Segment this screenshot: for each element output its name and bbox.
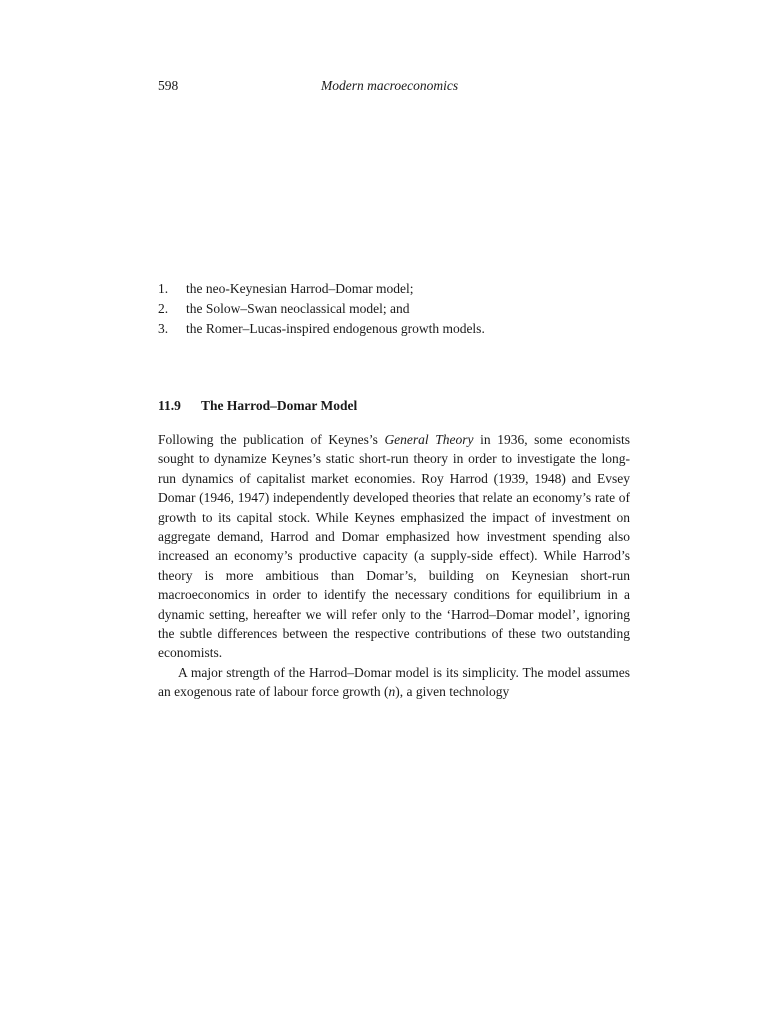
variable-n: n xyxy=(388,684,396,700)
body-text xyxy=(158,430,630,702)
paragraph-1-text-b: in 1936, some economists sought to dynamize Keynes’s static short-run theory in order to investigate the long-run dynamics of capitalist market economies. Roy Harrod (1939, 1948) and Evsey Domar (1946, 1947) independently developed theories that relate an economy’s rate of growth to its capital stock. While Keynes emphasized the impact of investment on aggregate demand, Harrod and Domar emphasized how investment spending also increased an economy’s productive capacity (a supply-side effect). While Harrod’s theory is more ambitious than Domar’s, building on Keynesian short-run macroeconomics in order to identify the necessary conditions for equilibrium in a dynamic setting, hereafter we will refer only to the ‘Harrod–Domar model’, ignoring the subtle differences between the respective contributions of these two outstanding economists. xyxy=(158,432,630,661)
paragraph-2-text-b: ), a given technology xyxy=(395,684,510,700)
paragraph-1 xyxy=(158,430,630,663)
list-item-number: 1. xyxy=(158,281,169,296)
list-item-number: 3. xyxy=(158,321,169,336)
list-item xyxy=(158,299,630,319)
section-heading xyxy=(158,396,630,416)
list-item xyxy=(158,279,630,299)
list-item-text: the Solow–Swan neoclassical model; and xyxy=(186,301,410,316)
paragraph-2 xyxy=(158,663,630,702)
list-item xyxy=(158,319,630,339)
running-title: Modern macroeconomics xyxy=(321,78,459,93)
paragraph-1-text-a: Following the publication of Keynes’s xyxy=(158,432,385,447)
list-item-text: the Romer–Lucas-inspired endogenous growth models. xyxy=(186,321,485,336)
list-item-number: 2. xyxy=(158,301,169,316)
section-number: 11.9 xyxy=(158,398,181,413)
section-title: The Harrod–Domar Model xyxy=(201,398,358,413)
list-item-text: the neo-Keynesian Harrod–Domar model; xyxy=(186,281,414,296)
book-title-emphasis: General Theory xyxy=(384,432,474,447)
page-header xyxy=(158,78,630,98)
paragraph-2-text-a: A major strength of the Harrod–Domar model is its simplicity. The model assumes an exogenous rate of labour force growth ( xyxy=(158,664,630,700)
page-number: 598 xyxy=(158,78,179,93)
numbered-list xyxy=(158,279,630,339)
